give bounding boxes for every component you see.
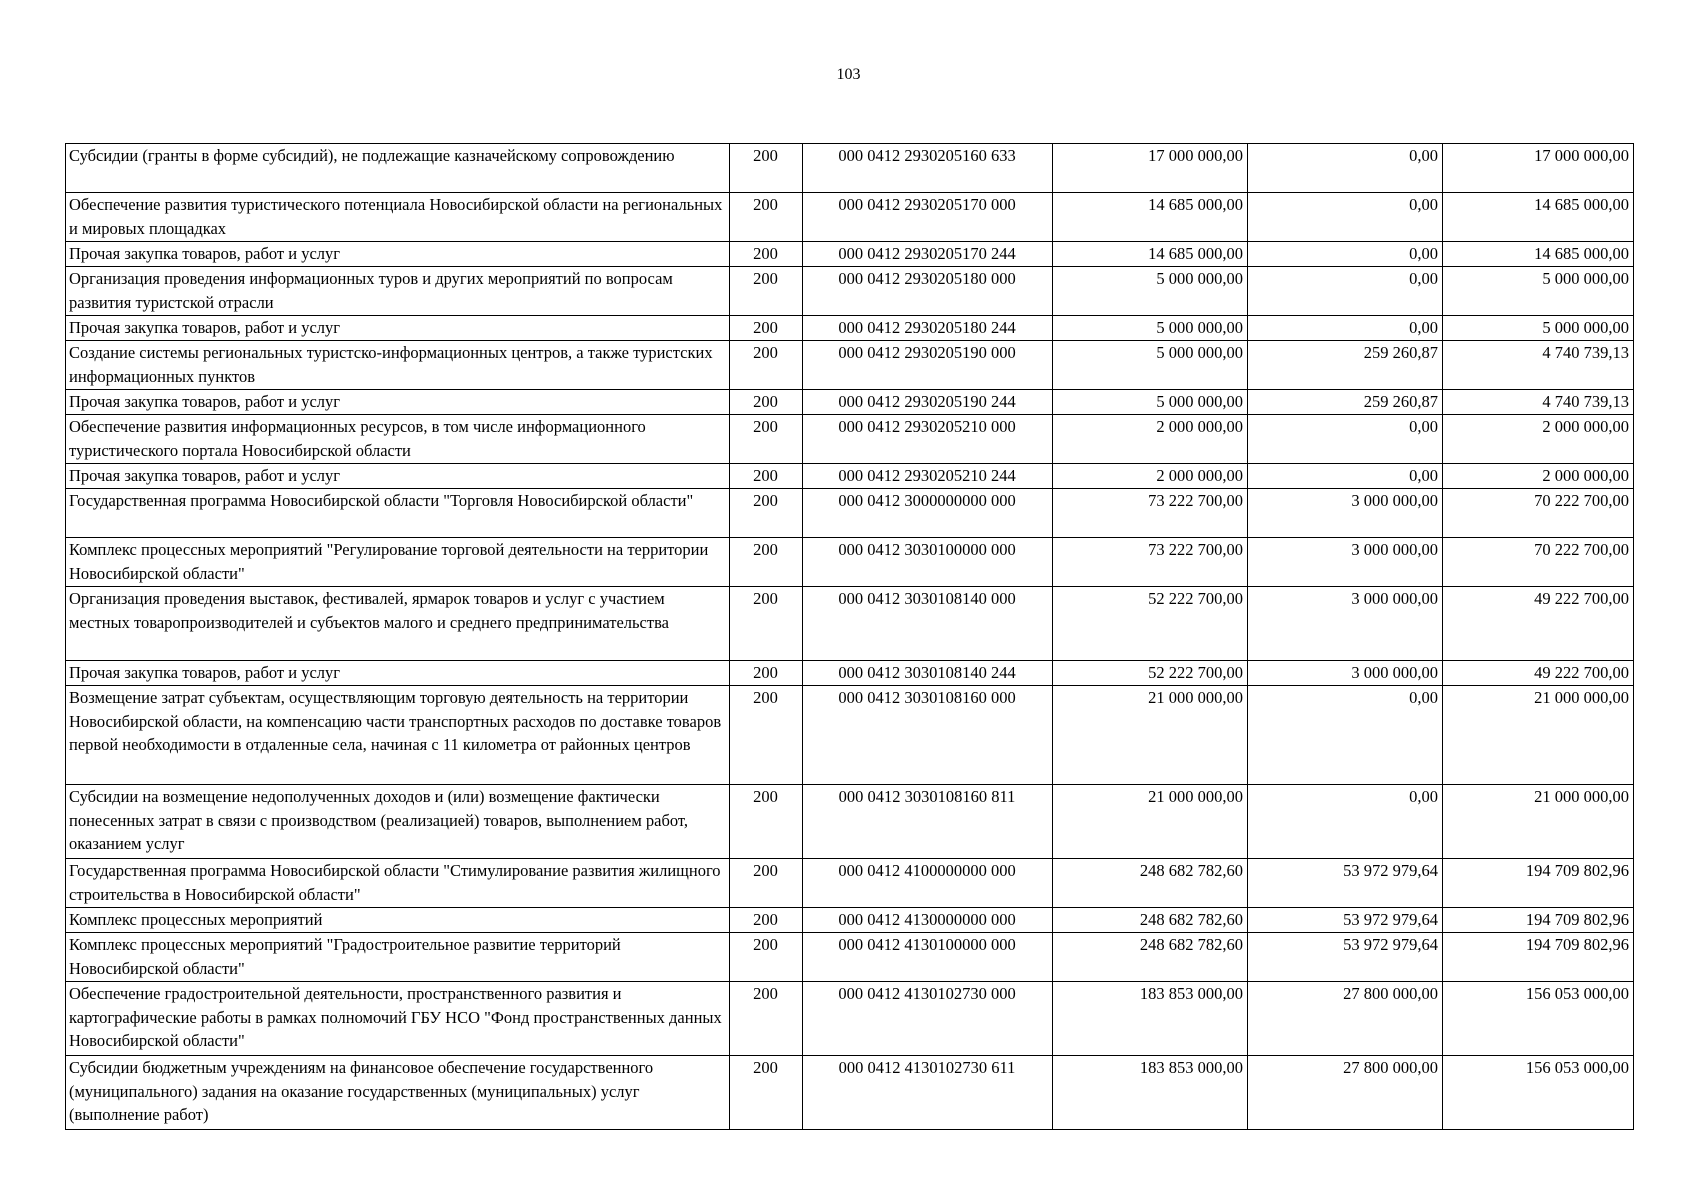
row-code-cell: 200	[730, 464, 803, 489]
row-name-cell: Субсидии (гранты в форме субсидий), не подлежащие казначейскому сопровождению	[66, 144, 730, 193]
row-executed-cell: 3 000 000,00	[1248, 587, 1443, 661]
row-code-cell: 200	[730, 933, 803, 982]
row-name-cell: Возмещение затрат субъектам, осуществляющим торговую деятельность на территории Новосибирской области, на компенсацию части транспортных расходов по доставке товаров первой необходимости в отдаленные села, начиная с 11 километра от районных центров	[66, 686, 730, 785]
row-kbk-cell: 000 0412 2930205180 000	[803, 267, 1053, 316]
row-executed-cell: 3 000 000,00	[1248, 489, 1443, 538]
row-executed-cell: 3 000 000,00	[1248, 538, 1443, 587]
row-name-cell: Прочая закупка товаров, работ и услуг	[66, 464, 730, 489]
row-kbk-cell: 000 0412 3030108140 000	[803, 587, 1053, 661]
row-name-cell: Комплекс процессных мероприятий "Градостроительное развитие территорий Новосибирской области"	[66, 933, 730, 982]
row-remaining-cell: 70 222 700,00	[1443, 538, 1634, 587]
row-planned-cell: 2 000 000,00	[1053, 415, 1248, 464]
row-kbk-cell: 000 0412 4130102730 611	[803, 1056, 1053, 1130]
row-executed-cell: 53 972 979,64	[1248, 933, 1443, 982]
row-kbk-cell: 000 0412 2930205160 633	[803, 144, 1053, 193]
row-remaining-cell: 194 709 802,96	[1443, 859, 1634, 908]
row-code-cell: 200	[730, 785, 803, 859]
row-code-cell: 200	[730, 242, 803, 267]
row-executed-cell: 3 000 000,00	[1248, 661, 1443, 686]
row-kbk-cell: 000 0412 3030108140 244	[803, 661, 1053, 686]
row-remaining-cell: 2 000 000,00	[1443, 464, 1634, 489]
row-name-cell: Прочая закупка товаров, работ и услуг	[66, 661, 730, 686]
table-row	[66, 1056, 1634, 1130]
row-remaining-cell: 5 000 000,00	[1443, 316, 1634, 341]
table-row	[66, 242, 1634, 267]
row-code-cell: 200	[730, 859, 803, 908]
row-remaining-cell: 194 709 802,96	[1443, 933, 1634, 982]
row-name-cell: Организация проведения выставок, фестивалей, ярмарок товаров и услуг с участием местных товаропроизводителей и субъектов малого и среднего предпринимательства	[66, 587, 730, 661]
row-name-cell: Создание системы региональных туристско-информационных центров, а также туристских информационных пунктов	[66, 341, 730, 390]
row-code-cell: 200	[730, 686, 803, 785]
row-executed-cell: 53 972 979,64	[1248, 859, 1443, 908]
row-planned-cell: 52 222 700,00	[1053, 661, 1248, 686]
row-remaining-cell: 5 000 000,00	[1443, 267, 1634, 316]
row-name-cell: Государственная программа Новосибирской области "Торговля Новосибирской области"	[66, 489, 730, 538]
row-code-cell: 200	[730, 341, 803, 390]
table-row	[66, 538, 1634, 587]
row-executed-cell: 0,00	[1248, 464, 1443, 489]
row-code-cell: 200	[730, 908, 803, 933]
row-executed-cell: 0,00	[1248, 785, 1443, 859]
row-remaining-cell: 4 740 739,13	[1443, 390, 1634, 415]
row-remaining-cell: 14 685 000,00	[1443, 193, 1634, 242]
row-planned-cell: 14 685 000,00	[1053, 193, 1248, 242]
row-planned-cell: 183 853 000,00	[1053, 982, 1248, 1056]
row-kbk-cell: 000 0412 3030100000 000	[803, 538, 1053, 587]
row-code-cell: 200	[730, 415, 803, 464]
row-executed-cell: 0,00	[1248, 267, 1443, 316]
row-remaining-cell: 49 222 700,00	[1443, 587, 1634, 661]
row-code-cell: 200	[730, 1056, 803, 1130]
row-kbk-cell: 000 0412 2930205190 244	[803, 390, 1053, 415]
row-planned-cell: 21 000 000,00	[1053, 785, 1248, 859]
row-executed-cell: 0,00	[1248, 242, 1443, 267]
table-row	[66, 859, 1634, 908]
row-executed-cell: 0,00	[1248, 686, 1443, 785]
row-planned-cell: 73 222 700,00	[1053, 489, 1248, 538]
row-planned-cell: 17 000 000,00	[1053, 144, 1248, 193]
row-planned-cell: 14 685 000,00	[1053, 242, 1248, 267]
row-executed-cell: 259 260,87	[1248, 390, 1443, 415]
row-kbk-cell: 000 0412 3030108160 811	[803, 785, 1053, 859]
row-planned-cell: 248 682 782,60	[1053, 908, 1248, 933]
row-name-cell: Обеспечение градостроительной деятельности, пространственного развития и картографические работы в рамках полномочий ГБУ НСО "Фонд пространственных данных Новосибирской области"	[66, 982, 730, 1056]
row-remaining-cell: 21 000 000,00	[1443, 686, 1634, 785]
row-name-cell: Обеспечение развития туристического потенциала Новосибирской области на региональных и мировых площадках	[66, 193, 730, 242]
row-remaining-cell: 17 000 000,00	[1443, 144, 1634, 193]
row-code-cell: 200	[730, 390, 803, 415]
table-row	[66, 316, 1634, 341]
table-row	[66, 415, 1634, 464]
row-kbk-cell: 000 0412 4130100000 000	[803, 933, 1053, 982]
row-name-cell: Прочая закупка товаров, работ и услуг	[66, 242, 730, 267]
row-remaining-cell: 14 685 000,00	[1443, 242, 1634, 267]
row-name-cell: Комплекс процессных мероприятий "Регулирование торговой деятельности на территории Новосибирской области"	[66, 538, 730, 587]
row-name-cell: Прочая закупка товаров, работ и услуг	[66, 316, 730, 341]
row-name-cell: Прочая закупка товаров, работ и услуг	[66, 390, 730, 415]
row-code-cell: 200	[730, 587, 803, 661]
row-planned-cell: 5 000 000,00	[1053, 390, 1248, 415]
budget-table	[65, 143, 1634, 1130]
row-remaining-cell: 70 222 700,00	[1443, 489, 1634, 538]
row-name-cell: Государственная программа Новосибирской области "Стимулирование развития жилищного строительства в Новосибирской области"	[66, 859, 730, 908]
row-name-cell: Обеспечение развития информационных ресурсов, в том числе информационного туристического портала Новосибирской области	[66, 415, 730, 464]
row-remaining-cell: 2 000 000,00	[1443, 415, 1634, 464]
row-name-cell: Комплекс процессных мероприятий	[66, 908, 730, 933]
table-row	[66, 464, 1634, 489]
table-row	[66, 341, 1634, 390]
row-executed-cell: 27 800 000,00	[1248, 982, 1443, 1056]
row-remaining-cell: 21 000 000,00	[1443, 785, 1634, 859]
row-remaining-cell: 4 740 739,13	[1443, 341, 1634, 390]
row-executed-cell: 27 800 000,00	[1248, 1056, 1443, 1130]
row-executed-cell: 259 260,87	[1248, 341, 1443, 390]
row-code-cell: 200	[730, 982, 803, 1056]
row-remaining-cell: 156 053 000,00	[1443, 982, 1634, 1056]
table-row	[66, 390, 1634, 415]
row-kbk-cell: 000 0412 4130000000 000	[803, 908, 1053, 933]
row-name-cell: Субсидии на возмещение недополученных доходов и (или) возмещение фактически понесенных затрат в связи с производством (реализацией) товаров, выполнением работ, оказанием услуг	[66, 785, 730, 859]
row-executed-cell: 0,00	[1248, 144, 1443, 193]
table-row	[66, 785, 1634, 859]
row-planned-cell: 248 682 782,60	[1053, 933, 1248, 982]
row-kbk-cell: 000 0412 2930205180 244	[803, 316, 1053, 341]
row-planned-cell: 2 000 000,00	[1053, 464, 1248, 489]
row-planned-cell: 73 222 700,00	[1053, 538, 1248, 587]
row-executed-cell: 0,00	[1248, 316, 1443, 341]
row-remaining-cell: 49 222 700,00	[1443, 661, 1634, 686]
table-row	[66, 144, 1634, 193]
row-code-cell: 200	[730, 193, 803, 242]
page-number: 103	[836, 66, 861, 83]
row-planned-cell: 5 000 000,00	[1053, 267, 1248, 316]
table-row	[66, 489, 1634, 538]
budget-table-body	[66, 144, 1634, 1130]
table-row	[66, 933, 1634, 982]
row-kbk-cell: 000 0412 3000000000 000	[803, 489, 1053, 538]
table-row	[66, 193, 1634, 242]
row-remaining-cell: 194 709 802,96	[1443, 908, 1634, 933]
row-planned-cell: 5 000 000,00	[1053, 316, 1248, 341]
row-planned-cell: 5 000 000,00	[1053, 341, 1248, 390]
table-row	[66, 661, 1634, 686]
row-code-cell: 200	[730, 144, 803, 193]
row-planned-cell: 52 222 700,00	[1053, 587, 1248, 661]
row-executed-cell: 0,00	[1248, 415, 1443, 464]
table-row	[66, 267, 1634, 316]
row-code-cell: 200	[730, 267, 803, 316]
row-code-cell: 200	[730, 538, 803, 587]
table-row	[66, 587, 1634, 661]
table-row	[66, 908, 1634, 933]
row-kbk-cell: 000 0412 2930205170 244	[803, 242, 1053, 267]
row-executed-cell: 0,00	[1248, 193, 1443, 242]
row-kbk-cell: 000 0412 2930205210 000	[803, 415, 1053, 464]
row-planned-cell: 248 682 782,60	[1053, 859, 1248, 908]
row-name-cell: Субсидии бюджетным учреждениям на финансовое обеспечение государственного (муниципального) задания на оказание государственных (муниципальных) услуг (выполнение работ)	[66, 1056, 730, 1130]
row-kbk-cell: 000 0412 2930205170 000	[803, 193, 1053, 242]
row-remaining-cell: 156 053 000,00	[1443, 1056, 1634, 1130]
row-planned-cell: 183 853 000,00	[1053, 1056, 1248, 1130]
table-row	[66, 982, 1634, 1056]
row-kbk-cell: 000 0412 2930205210 244	[803, 464, 1053, 489]
row-kbk-cell: 000 0412 4100000000 000	[803, 859, 1053, 908]
row-kbk-cell: 000 0412 3030108160 000	[803, 686, 1053, 785]
row-kbk-cell: 000 0412 2930205190 000	[803, 341, 1053, 390]
row-planned-cell: 21 000 000,00	[1053, 686, 1248, 785]
row-name-cell: Организация проведения информационных туров и других мероприятий по вопросам развития туристской отрасли	[66, 267, 730, 316]
row-code-cell: 200	[730, 316, 803, 341]
row-kbk-cell: 000 0412 4130102730 000	[803, 982, 1053, 1056]
table-row	[66, 686, 1634, 785]
row-code-cell: 200	[730, 489, 803, 538]
row-code-cell: 200	[730, 661, 803, 686]
row-executed-cell: 53 972 979,64	[1248, 908, 1443, 933]
